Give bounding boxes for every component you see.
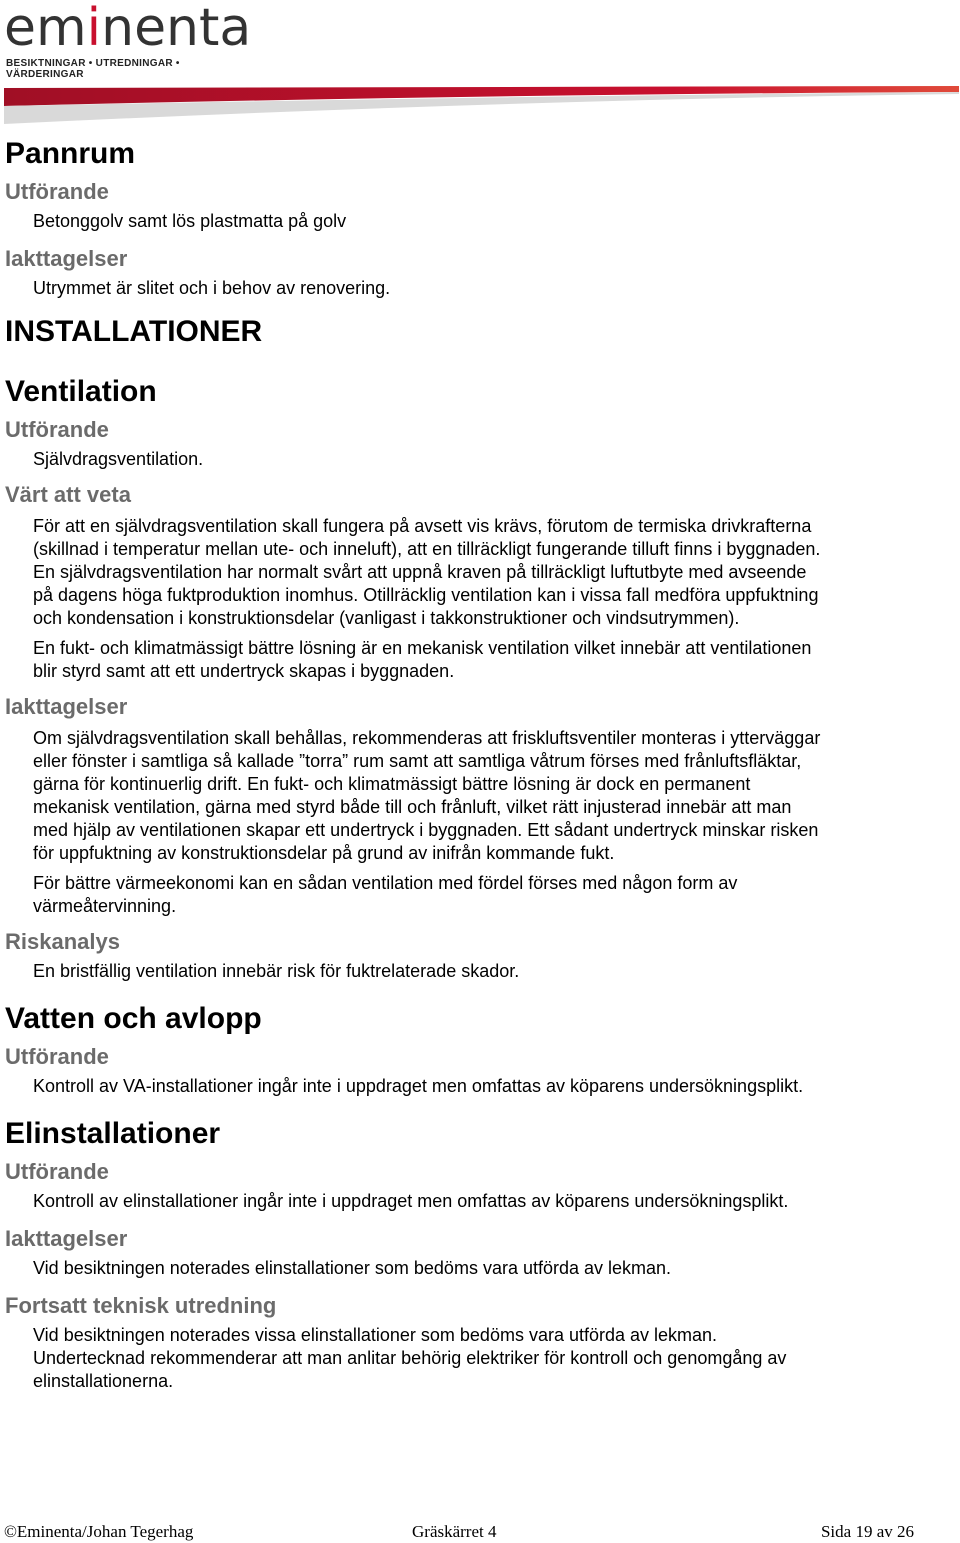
text-line: En fukt- och klimatmässigt bättre lösning är en mekanisk ventilation vilket innebär att ventilationen [33,638,812,658]
label-iakttagelser: Iakttagelser [5,694,128,719]
text-vart-att-veta-2 [33,637,925,683]
text-line: på dagens höga fuktproduktion inomhus. Otillräcklig ventilation kan i vissa fall medföra uppfuktning [33,585,819,605]
text-line: För bättre värmeekonomi kan en sådan ventilation med fördel förses med någon form av [33,873,738,893]
page-footer [4,1522,914,1542]
text-line: gärna för kontinuerlig drift. En fukt- och klimatmässigt bättre lösning är dock en permanent [33,774,751,794]
label-vart-att-veta: Värt att veta [5,482,131,507]
text-fortsatt-utredning [33,1324,925,1393]
section-title-pannrum: Pannrum [5,137,136,170]
footer-author: ©Eminenta/Johan Tegerhag [4,1522,194,1541]
label-utforande: Utförande [5,417,109,442]
text-line: Om självdragsventilation skall behållas, rekommenderas att friskluftsventiler monteras i ytterväggar [33,728,821,748]
logo-tagline: BESIKTNINGAR • UTREDNINGAR • VÄRDERINGAR [6,58,180,80]
text-utforande: Betonggolv samt lös plastmatta på golv [33,211,347,231]
text-utforande: Kontroll av elinstallationer ingår inte i uppdraget men omfattas av köparens undersökningsplikt. [33,1191,789,1211]
text-line: Vid besiktningen noterades vissa elinstallationer som bedöms vara utförda av lekman. [33,1325,718,1345]
text-riskanalys: En bristfällig ventilation innebär risk för fuktrelaterade skador. [33,961,520,981]
label-utforande: Utförande [5,1044,109,1069]
label-utforande: Utförande [5,1159,109,1184]
text-line: mekanisk ventilation, gärna med styrd både till och frånluft, vilket rätt injusterad innebär att man [33,797,792,817]
section-title-ventilation: Ventilation [5,375,157,408]
label-riskanalys: Riskanalys [5,929,120,954]
label-iakttagelser: Iakttagelser [5,246,128,271]
eminenta-logo [4,0,252,80]
footer-page-number: Sida 19 av 26 [820,1522,914,1541]
text-line: värmeåtervinning. [33,896,177,916]
section-title-el: Elinstallationer [5,1117,221,1150]
footer-property: Gräskärret 4 [412,1522,497,1541]
text-line: (skillnad i temperatur mellan ute- och inneluft), att en tillräckligt fungerande tilluft finns i byggnaden. [33,539,821,559]
text-line: blir styrd samt att ett undertryck skapas i byggnaden. [33,661,455,681]
text-line: För att en självdragsventilation skall fungera på avsett vis krävs, förutom de termiska drivkrafterna [33,516,812,536]
text-utforande: Självdragsventilation. [33,449,204,469]
label-iakttagelser: Iakttagelser [5,1226,128,1251]
text-utforande: Kontroll av VA-installationer ingår inte i uppdraget men omfattas av köparens undersökningsplikt. [33,1076,804,1096]
text-vart-att-veta [33,515,925,630]
section-title-vatten: Vatten och avlopp [5,1002,262,1035]
text-line: eller fönster i samtliga så kallade ”torra” rum samt att samtliga våtrum förses med frånluftsfläktar, [33,751,802,771]
text-line: och kondensation i konstruktionsdelar (vanligast i takkonstruktioner och vindsutrymmen). [33,608,740,628]
text-line: En självdragsventilation har normalt svårt att uppnå kraven på tillräckligt luftutbyte med avseende [33,562,807,582]
text-line: elinstallationerna. [33,1371,174,1391]
text-iakttagelser: Vid besiktningen noterades elinstallationer som bedöms vara utförda av lekman. [33,1258,672,1278]
text-line: Undertecknad rekommenderar att man anlitar behörig elektriker för kontroll och genomgång av [33,1348,787,1368]
text-iakttagelser: Utrymmet är slitet och i behov av renovering. [33,278,391,298]
text-iakttagelser-2 [33,872,925,918]
text-line: för uppfuktning av konstruktionsdelar på grund av inifrån kommande fukt. [33,843,615,863]
header-swoosh-band [4,84,959,124]
text-line: med hjälp av ventilationen skapar ett undertryck i byggnaden. Ett sådant undertryck minskar risken [33,820,819,840]
section-title-installationer: INSTALLATIONER [5,315,263,348]
label-utforande: Utförande [5,179,109,204]
report-content [5,136,925,1393]
logo-wordmark: eminenta [4,0,252,58]
label-fortsatt-utredning: Fortsatt teknisk utredning [5,1293,277,1318]
text-iakttagelser [33,727,925,865]
